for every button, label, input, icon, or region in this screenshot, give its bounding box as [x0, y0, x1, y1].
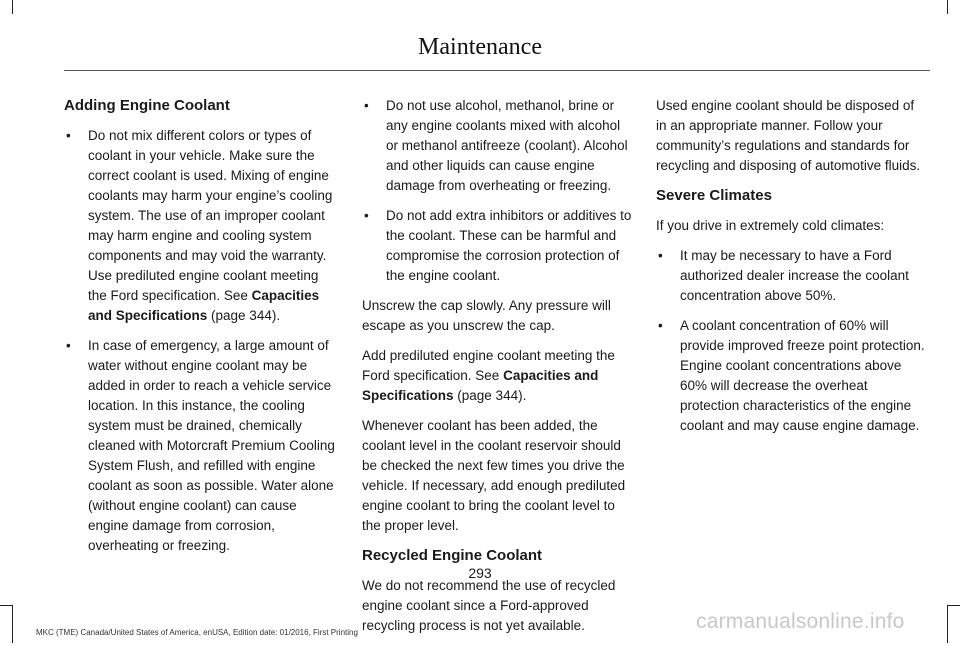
edition-footer: MKC (TME) Canada/United States of America, enUSA, Edition date: 01/2016, First Printing — [36, 628, 358, 637]
crop-mark-bottom-left — [12, 605, 13, 643]
crop-mark-bottom-right-h — [947, 605, 960, 606]
bullet-list — [656, 246, 928, 436]
paragraph: We do not recommend the use of recycled engine coolant since a Ford-approved recycling process is not yet available. — [362, 578, 616, 633]
crop-mark-bottom-left-h — [0, 605, 13, 606]
paragraph: Unscrew the cap slowly. Any pressure will escape as you unscrew the cap. — [362, 298, 611, 333]
section-heading-adding-coolant: Adding Engine Coolant — [64, 97, 230, 114]
paragraph: Used engine coolant should be disposed of in an appropriate manner. Follow your community’s regulations and standards for recycling and disposing of automotive fluids. — [656, 98, 921, 173]
bullet-list — [64, 126, 336, 556]
column-middle — [362, 96, 634, 646]
crop-mark-bottom-right — [947, 605, 948, 643]
list-item: • Do not use alcohol, methanol, brine or any engine coolants mixed with alcohol or methanol antifreeze (coolant). Alcohol and other liquids can cause engine damage from overheating or freezing. — [362, 96, 634, 196]
page-title: Maintenance — [418, 34, 542, 60]
cross-reference-link[interactable]: Capacities and Specifications — [362, 368, 599, 403]
column-left — [64, 96, 336, 566]
crop-mark-top-right — [947, 0, 948, 14]
list-item: • Do not mix different colors or types of coolant in your vehicle. Make sure the correct coolant is used. Mixing of engine coolants may harm your engine’s cooling system. The use of an improper coolant may harm engine and cooling system components and may void the warranty. Use prediluted engine coolant meeting the Ford specification. See Capacities and Specifications (page 344). — [64, 126, 336, 326]
bullet-list — [362, 96, 634, 286]
header-divider — [64, 70, 930, 71]
crop-mark-top-left — [12, 0, 13, 14]
cross-reference-link[interactable]: Capacities and Specifications — [88, 288, 320, 323]
page-number: 293 — [468, 565, 492, 581]
list-item: • Do not add extra inhibitors or additives to the coolant. These can be harmful and compromise the corrosion protection of the engine coolant. — [362, 206, 634, 286]
paragraph: If you drive in extremely cold climates: — [656, 218, 885, 233]
list-item: • In case of emergency, a large amount of water without engine coolant may be added in order to reach a vehicle service location. In this instance, the cooling system must be drained, chemically cleaned with Motorcraft Premium Cooling System Flush, and refilled with engine coolant as soon as possible. Water alone (without engine coolant) can cause engine damage from corrosion, overheating or freezing. — [64, 336, 336, 556]
list-item: • It may be necessary to have a Ford authorized dealer increase the coolant concentration above 50%. — [656, 246, 928, 306]
section-heading-recycled-coolant: Recycled Engine Coolant — [362, 547, 543, 564]
paragraph: Add prediluted engine coolant meeting the Ford specification. See Capacities and Specifications (page 344). — [362, 348, 615, 403]
column-right — [656, 96, 928, 446]
list-item: • A coolant concentration of 60% will provide improved freeze point protection. Engine coolant concentrations above 60% will decrease the overheat protection characteristics of the engine coolant and may cause engine damage. — [656, 316, 928, 436]
paragraph: Whenever coolant has been added, the coolant level in the coolant reservoir should be checked the next few times you drive the vehicle. If necessary, add enough prediluted engine coolant to bring the coolant level to the proper level. — [362, 418, 626, 533]
watermark: carmanualsonline.info — [696, 610, 905, 633]
section-heading-severe-climates: Severe Climates — [656, 187, 772, 204]
